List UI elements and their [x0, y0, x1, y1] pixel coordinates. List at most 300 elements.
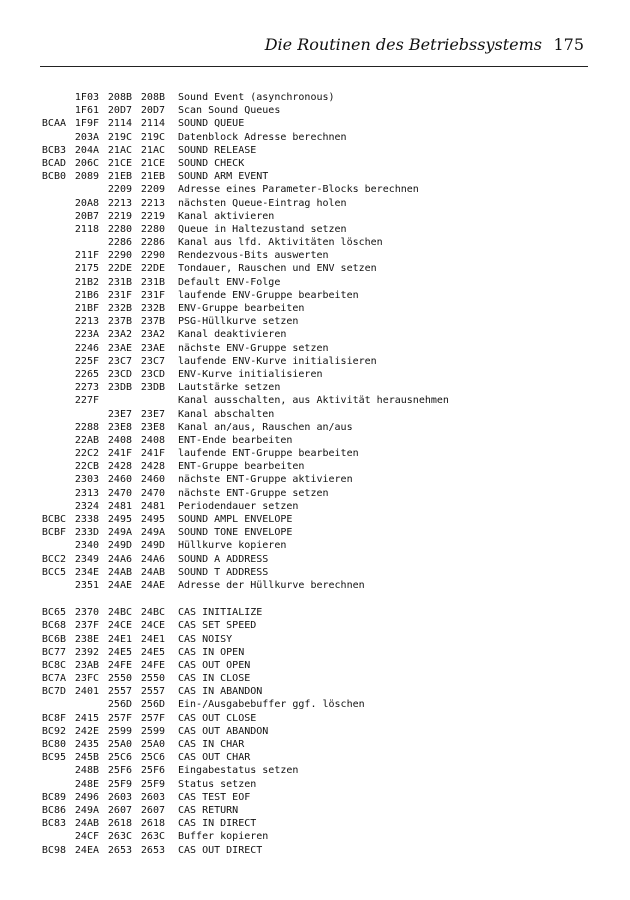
address-rom-3: 24FE	[140, 659, 165, 671]
address-rom-1: 203A	[74, 131, 99, 143]
routine-description: Sound Event (asynchronous)	[178, 92, 335, 103]
address-rom-3: 25F9	[140, 778, 165, 790]
address-rom-3: 2408	[140, 434, 165, 446]
jump-address	[28, 778, 66, 791]
address-rom-2: 24CE	[107, 620, 132, 632]
address-rom-2: 24E1	[107, 633, 132, 645]
address-rom-2: 2557	[107, 686, 132, 698]
address-rom-1: 245B	[74, 752, 99, 764]
address-rom-3: 23E8	[140, 421, 165, 433]
routine-description: Kanal aktivieren	[178, 210, 275, 222]
address-rom-3: 208B	[140, 92, 165, 103]
address-rom-3: 231F	[140, 289, 165, 301]
address-rom-1: 204A	[74, 144, 99, 156]
routine-description: Hüllkurve kopieren	[178, 540, 287, 552]
table-row	[28, 698, 588, 711]
routine-description: Scan Sound Queues	[178, 105, 281, 117]
address-rom-1	[66, 236, 99, 249]
table-row	[28, 144, 588, 157]
table-row	[28, 157, 588, 170]
table-row	[28, 619, 588, 632]
routine-description: CAS OUT ABANDON	[178, 725, 269, 737]
routine-description: CAS OUT CLOSE	[178, 712, 257, 724]
page-number: 175	[553, 35, 584, 54]
routine-description: Kanal abschalten	[178, 408, 275, 420]
address-rom-1: 238E	[74, 633, 99, 645]
address-rom-3: 21CE	[140, 157, 165, 169]
jump-address	[28, 368, 66, 381]
table-row	[28, 473, 588, 486]
address-rom-2: 237B	[107, 316, 132, 328]
address-rom-1: 24AB	[74, 818, 99, 830]
routine-description: Tondauer, Rauschen und ENV setzen	[178, 263, 377, 275]
address-rom-3	[132, 394, 165, 407]
address-rom-2: 25F9	[107, 778, 132, 790]
address-rom-2: 21EB	[107, 171, 132, 183]
jump-address: BC80	[41, 739, 66, 750]
address-rom-3: 22DE	[140, 263, 165, 275]
table-row	[28, 751, 588, 764]
routine-description: ENV-Gruppe bearbeiten	[178, 303, 305, 314]
address-rom-1: 2370	[74, 607, 99, 619]
address-rom-2: 23DB	[107, 382, 132, 394]
address-rom-2: 24AB	[107, 566, 132, 578]
routine-description: Rendezvous-Bits auswerten	[178, 250, 329, 262]
address-rom-1: 2338	[74, 514, 99, 525]
routine-description: PSG-Hüllkurve setzen	[178, 316, 299, 328]
table-row	[28, 460, 588, 473]
address-rom-1: 22AB	[74, 434, 99, 446]
address-rom-3: 24E5	[140, 646, 165, 658]
routine-description: CAS IN CLOSE	[178, 673, 251, 685]
address-rom-1: 2213	[74, 316, 99, 328]
routine-description: CAS OUT OPEN	[178, 659, 251, 671]
address-rom-3: 2209	[140, 184, 165, 196]
table-row	[28, 249, 588, 262]
jump-address	[28, 131, 66, 144]
table-row	[28, 289, 588, 302]
address-rom-3: 2213	[140, 197, 165, 209]
jump-address	[28, 210, 66, 223]
address-rom-3: 24BC	[140, 607, 165, 619]
address-rom-2: 23CD	[107, 368, 132, 380]
address-rom-2: 2470	[107, 487, 132, 499]
address-rom-1: 2324	[74, 500, 99, 512]
jump-address: BCBF	[41, 527, 66, 539]
address-rom-1: 1F61	[74, 105, 99, 117]
routine-description: CAS IN CHAR	[178, 739, 245, 750]
address-rom-1	[66, 698, 99, 711]
jump-address	[28, 223, 66, 236]
routine-description: laufende ENT-Gruppe bearbeiten	[178, 448, 359, 460]
table-row	[28, 421, 588, 434]
address-rom-2: 232B	[107, 303, 132, 314]
table-row	[28, 368, 588, 381]
table-row	[28, 210, 588, 223]
address-rom-2: 24FE	[107, 659, 132, 671]
address-rom-1: 2496	[74, 791, 99, 803]
address-rom-3: 24A6	[140, 553, 165, 565]
jump-address	[28, 262, 66, 275]
address-rom-3: 23E7	[140, 408, 165, 420]
table-row	[28, 447, 588, 460]
routine-description: CAS IN OPEN	[178, 646, 245, 658]
address-rom-3: 219C	[140, 131, 165, 143]
address-rom-3: 2557	[140, 686, 165, 698]
jump-address	[28, 698, 66, 711]
address-rom-1: 237F	[74, 620, 99, 632]
address-rom-2: 2618	[107, 818, 132, 830]
routine-description: CAS IN ABANDON	[178, 686, 263, 698]
jump-address	[28, 183, 66, 196]
address-rom-3: 2219	[140, 210, 165, 222]
address-rom-2: 2290	[107, 250, 132, 262]
table-row	[28, 553, 588, 566]
address-rom-1: 2246	[74, 342, 99, 354]
address-rom-3: 2470	[140, 487, 165, 499]
address-rom-2: 2114	[107, 118, 132, 130]
address-rom-3: 231B	[140, 276, 165, 288]
address-rom-2: 20D7	[107, 105, 132, 117]
address-rom-2: 241F	[107, 448, 132, 460]
address-rom-1: 22C2	[74, 448, 99, 460]
jump-address	[28, 276, 66, 289]
address-rom-2: 24A6	[107, 553, 132, 565]
address-rom-3: 2460	[140, 474, 165, 486]
address-rom-1: 2392	[74, 646, 99, 658]
jump-address: BC86	[41, 804, 66, 816]
jump-address	[28, 579, 66, 592]
table-row	[28, 646, 588, 659]
routine-description: CAS RETURN	[178, 804, 239, 816]
routine-description: Eingabestatus setzen	[178, 765, 299, 777]
routine-description: CAS SET SPEED	[178, 620, 257, 632]
address-rom-3: 2481	[140, 500, 165, 512]
address-rom-1: 2349	[74, 553, 99, 565]
address-rom-2: 2495	[107, 514, 132, 525]
jump-address	[28, 830, 66, 843]
routine-description: CAS IN DIRECT	[178, 818, 257, 830]
jump-address: BC98	[41, 844, 66, 856]
address-rom-1: 234E	[74, 566, 99, 578]
table-row	[28, 170, 588, 183]
table-row	[28, 566, 588, 579]
address-rom-3: 25F6	[140, 765, 165, 777]
jump-address	[28, 434, 66, 447]
address-rom-2: 263C	[107, 831, 132, 843]
routine-description: Lautstärke setzen	[178, 382, 281, 394]
jump-address	[28, 289, 66, 302]
address-rom-1: 242E	[74, 725, 99, 737]
jump-address: BCC5	[41, 566, 66, 578]
address-rom-3: 25A0	[140, 739, 165, 750]
jump-address: BC77	[41, 646, 66, 658]
address-rom-1: 2415	[74, 712, 99, 724]
address-rom-2: 2408	[107, 434, 132, 446]
table-row	[28, 791, 588, 804]
routine-description: Datenblock Adresse berechnen	[178, 131, 347, 143]
address-rom-3: 23CD	[140, 368, 165, 380]
routine-description: SOUND QUEUE	[178, 118, 245, 130]
address-rom-1: 21BF	[74, 303, 99, 314]
address-rom-3: 23DB	[140, 382, 165, 394]
address-rom-2: 219C	[107, 131, 132, 143]
address-rom-3: 23C7	[140, 355, 165, 367]
table-row	[28, 262, 588, 275]
table-row	[28, 236, 588, 249]
address-rom-3: 237B	[140, 316, 165, 328]
address-rom-2: 22DE	[107, 263, 132, 275]
address-rom-2: 23E8	[107, 421, 132, 433]
routine-description: Kanal deaktivieren	[178, 329, 287, 341]
routine-description: Periodendauer setzen	[178, 500, 299, 512]
address-rom-1: 211F	[74, 250, 99, 262]
address-rom-3: 24AE	[140, 579, 165, 591]
address-rom-2: 24E5	[107, 646, 132, 658]
address-rom-1: 2265	[74, 368, 99, 380]
address-rom-1	[66, 183, 99, 196]
address-rom-1: 1F9F	[74, 118, 99, 130]
address-rom-2: 2280	[107, 223, 132, 235]
jump-address	[28, 447, 66, 460]
jump-address: BC8C	[41, 659, 66, 671]
address-rom-2: 2428	[107, 461, 132, 473]
jump-address	[28, 91, 66, 104]
address-rom-2: 231B	[107, 276, 132, 288]
jump-address	[28, 197, 66, 210]
address-rom-1: 2303	[74, 474, 99, 486]
routine-description: Queue in Haltezustand setzen	[178, 223, 347, 235]
jump-address: BC8F	[41, 712, 66, 724]
address-rom-1: 20B7	[74, 210, 99, 222]
address-rom-2: 256D	[107, 699, 132, 711]
address-rom-1: 2435	[74, 739, 99, 750]
address-rom-1: 23AB	[74, 659, 99, 671]
address-rom-1: 21B2	[74, 276, 99, 288]
address-rom-2: 23AE	[107, 342, 132, 354]
address-rom-2: 24AE	[107, 579, 132, 591]
address-rom-2: 208B	[107, 92, 132, 103]
jump-address	[28, 249, 66, 262]
address-rom-1: 227F	[74, 395, 99, 407]
routine-description: SOUND A ADDRESS	[178, 553, 269, 565]
table-row	[28, 487, 588, 500]
routine-description: CAS INITIALIZE	[178, 607, 263, 619]
address-rom-3: 23A2	[140, 329, 165, 341]
routine-description: ENT-Ende bearbeiten	[178, 434, 293, 446]
table-row	[28, 183, 588, 196]
address-rom-2: 2481	[107, 500, 132, 512]
address-rom-1: 248B	[74, 765, 99, 777]
table-row	[28, 131, 588, 144]
jump-address	[28, 764, 66, 777]
jump-address	[28, 394, 66, 407]
address-rom-2: 2286	[107, 237, 132, 249]
table-row	[28, 117, 588, 130]
address-rom-1: 24CF	[74, 831, 99, 843]
table-row	[28, 539, 588, 552]
jump-address	[28, 328, 66, 341]
routine-description: Ein-/Ausgabebuffer ggf. löschen	[178, 699, 365, 711]
routine-description: nächsten Queue-Eintrag holen	[178, 197, 347, 209]
header-rule	[40, 66, 588, 67]
address-rom-3: 2495	[140, 514, 165, 525]
routine-description: SOUND RELEASE	[178, 144, 257, 156]
jump-address	[28, 487, 66, 500]
table-row	[28, 804, 588, 817]
routine-description: Adresse eines Parameter-Blocks berechnen	[178, 184, 419, 196]
routine-description: Kanal ausschalten, aus Aktivität herausnehmen	[178, 395, 449, 407]
table-row	[28, 197, 588, 210]
routine-description: Adresse der Hüllkurve berechnen	[178, 579, 365, 591]
address-rom-2: 21CE	[107, 157, 132, 169]
routine-description: Status setzen	[178, 778, 257, 790]
table-row	[28, 778, 588, 791]
address-rom-1: 233D	[74, 527, 99, 539]
table-row	[28, 659, 588, 672]
jump-address: BC92	[41, 725, 66, 737]
table-row	[28, 633, 588, 646]
address-rom-2	[99, 394, 132, 407]
table-row	[28, 355, 588, 368]
jump-address	[28, 104, 66, 117]
routine-description: CAS OUT CHAR	[178, 752, 251, 764]
address-rom-1: 2340	[74, 540, 99, 552]
table-row	[28, 223, 588, 236]
table-row	[28, 394, 588, 407]
address-rom-3: 2618	[140, 818, 165, 830]
address-rom-1: 225F	[74, 355, 99, 367]
address-rom-1: 2288	[74, 421, 99, 433]
address-rom-1: 2401	[74, 686, 99, 698]
address-rom-3: 2290	[140, 250, 165, 262]
table-row	[28, 526, 588, 539]
address-rom-3: 2114	[140, 118, 165, 130]
address-rom-2: 23A2	[107, 329, 132, 341]
address-rom-1: 248E	[74, 778, 99, 790]
routine-description: laufende ENV-Gruppe bearbeiten	[178, 289, 359, 301]
page-header	[40, 33, 588, 63]
address-rom-3: 23AE	[140, 342, 165, 354]
routine-description: nächste ENT-Gruppe aktivieren	[178, 474, 353, 486]
jump-address: BC83	[41, 818, 66, 830]
routine-description: ENT-Gruppe bearbeiten	[178, 461, 305, 473]
address-rom-1: 2351	[74, 579, 99, 591]
address-rom-2: 25A0	[107, 739, 132, 750]
jump-address	[28, 421, 66, 434]
address-rom-3: 24CE	[140, 620, 165, 632]
table-row	[28, 672, 588, 685]
routine-description: Kanal aus lfd. Aktivitäten löschen	[178, 237, 383, 249]
jump-address: BCB0	[41, 171, 66, 183]
address-rom-3: 2653	[140, 844, 165, 856]
address-rom-3: 249D	[140, 540, 165, 552]
address-rom-1: 1F03	[74, 92, 99, 103]
jump-address: BCAA	[41, 118, 66, 130]
address-rom-2: 2219	[107, 210, 132, 222]
jump-address	[28, 460, 66, 473]
address-rom-1: 2089	[74, 171, 99, 183]
routine-description: Kanal an/aus, Rauschen an/aus	[178, 421, 353, 433]
routine-description: CAS NOISY	[178, 633, 233, 645]
table-row	[28, 830, 588, 843]
table-row	[28, 315, 588, 328]
table-row	[28, 381, 588, 394]
table-row	[28, 104, 588, 117]
jump-address: BC6B	[41, 633, 66, 645]
table-row	[28, 302, 588, 315]
address-rom-1: 21B6	[74, 289, 99, 301]
table-row	[28, 434, 588, 447]
running-title: Die Routinen des Betriebssystems	[264, 35, 542, 54]
table-row	[28, 725, 588, 738]
jump-address: BCB3	[41, 144, 66, 156]
address-rom-2: 25C6	[107, 752, 132, 764]
routine-description: SOUND CHECK	[178, 157, 245, 169]
address-rom-3: 2280	[140, 223, 165, 235]
routine-description: laufende ENV-Kurve initialisieren	[178, 355, 377, 367]
address-rom-1: 223A	[74, 329, 99, 341]
jump-address	[28, 473, 66, 486]
address-rom-1: 22CB	[74, 461, 99, 473]
routine-address-table	[28, 91, 588, 857]
table-row	[28, 408, 588, 421]
jump-address	[28, 500, 66, 513]
table-row	[28, 579, 588, 592]
jump-address: BC68	[41, 620, 66, 632]
jump-address	[28, 408, 66, 421]
address-rom-1: 24EA	[74, 844, 99, 856]
routine-description: nächste ENT-Gruppe setzen	[178, 487, 329, 499]
address-rom-3: 2599	[140, 725, 165, 737]
jump-address: BC89	[41, 791, 66, 803]
address-rom-2: 23E7	[107, 408, 132, 420]
address-rom-2: 249A	[107, 527, 132, 539]
jump-address: BCC2	[41, 553, 66, 565]
routine-description: nächste ENV-Gruppe setzen	[178, 342, 329, 354]
address-rom-2: 2213	[107, 197, 132, 209]
address-rom-3: 249A	[140, 527, 165, 539]
address-rom-1: 2175	[74, 263, 99, 275]
address-rom-2: 2460	[107, 474, 132, 486]
address-rom-3: 2550	[140, 673, 165, 685]
address-rom-3: 24AB	[140, 566, 165, 578]
jump-address	[28, 342, 66, 355]
table-row	[28, 342, 588, 355]
address-rom-2: 249D	[107, 540, 132, 552]
address-rom-3: 24E1	[140, 633, 165, 645]
address-rom-3: 20D7	[140, 105, 165, 117]
table-row	[28, 328, 588, 341]
address-rom-2: 2209	[107, 184, 132, 196]
table-row	[28, 513, 588, 526]
address-rom-3: 2603	[140, 791, 165, 803]
address-rom-2: 24BC	[107, 607, 132, 619]
address-rom-1: 20A8	[74, 197, 99, 209]
jump-address	[28, 355, 66, 368]
address-rom-1: 23FC	[74, 673, 99, 685]
jump-address: BCAD	[41, 157, 66, 169]
address-rom-2: 21AC	[107, 144, 132, 156]
routine-description: SOUND TONE ENVELOPE	[178, 527, 293, 539]
address-rom-3: 263C	[140, 831, 165, 843]
routine-description: SOUND T ADDRESS	[178, 566, 269, 578]
routine-description: Default ENV-Folge	[178, 276, 281, 288]
address-rom-2: 2603	[107, 791, 132, 803]
jump-address	[28, 381, 66, 394]
address-rom-1: 206C	[74, 157, 99, 169]
address-rom-2: 257F	[107, 712, 132, 724]
